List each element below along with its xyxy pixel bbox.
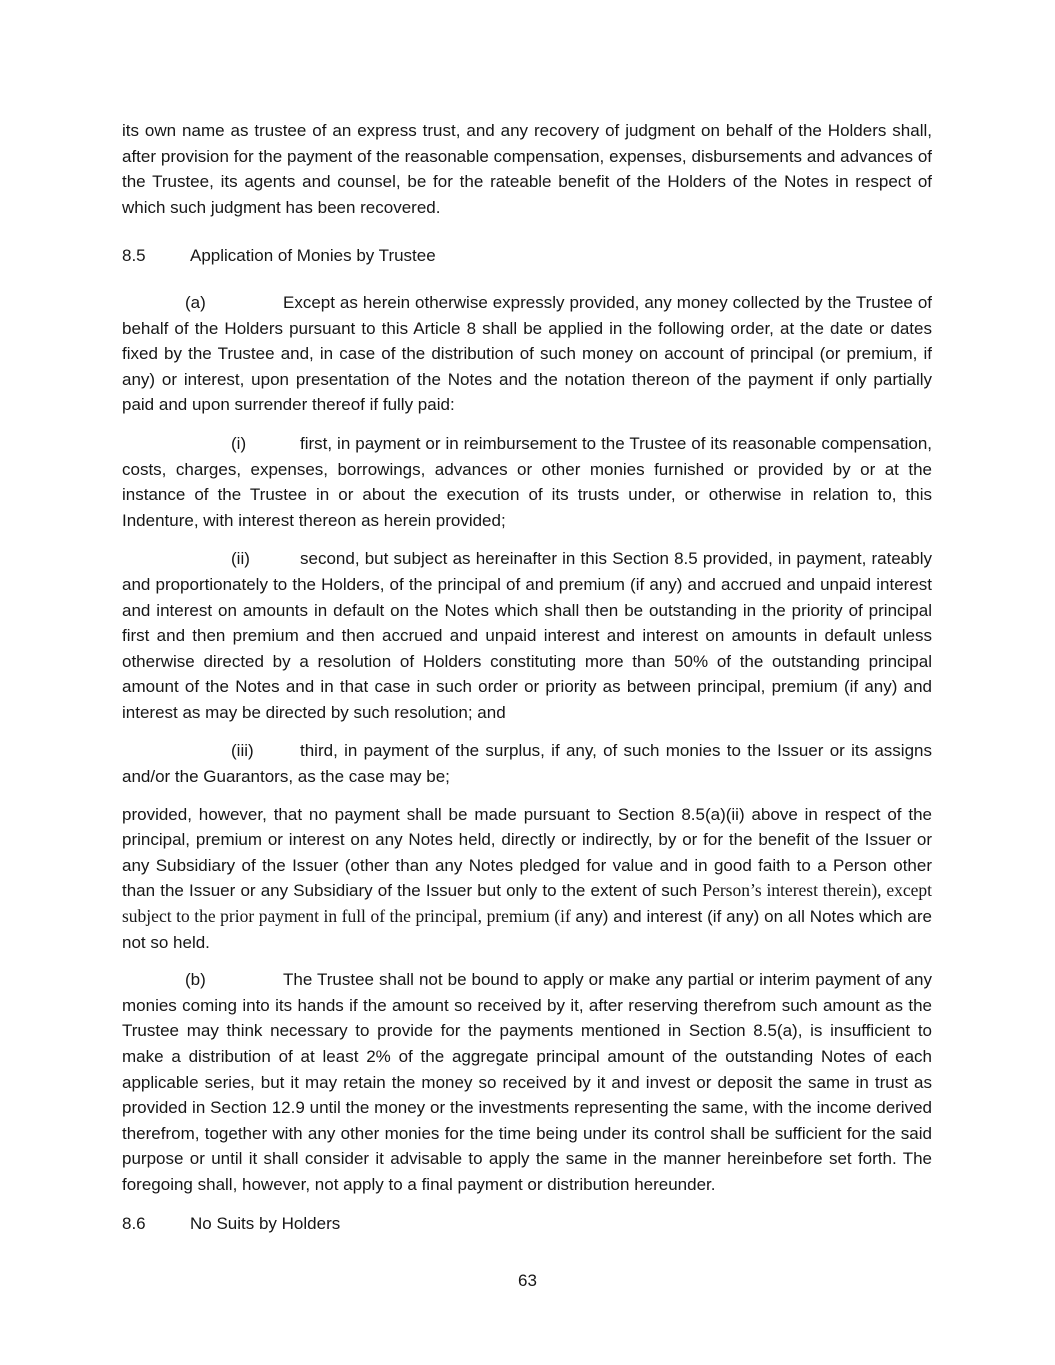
section-number: 8.6 [122, 1213, 146, 1233]
paragraph-text: The Trustee shall not be bound to apply or make any partial or interim payment of any monies coming into its hands if the amount so received by it, after reserving therefrom such amount as the Trustee may think necessary to provide for the payments mentioned in Section 8.5(a), is insufficient to make a distribution of at least 2% of the aggregate principal amount of the outstanding Notes of each applicable series, but it may retain the money so received by it and invest or deposit the same in trust as provided in Section 12.9 until the money or the investments representing the same, with the income derived therefrom, together with any other monies for the time being under its control shall be sufficient for the said purpose or until it shall consider it advisable to apply the same in the manner hereinbefore set forth. The foregoing shall, however, not apply to a final payment or distribution hereunder. [122, 970, 932, 1194]
section-title: No Suits by Holders [190, 1213, 341, 1233]
clause-iii [122, 738, 932, 789]
paragraph-b [122, 967, 932, 1197]
clause-text: third, in payment of the surplus, if any, of such monies to the Issuer or its assigns and/or the Guarantors, as the case may be; [122, 741, 932, 787]
section-number: 8.5 [122, 246, 146, 266]
paragraph-label: (b) [185, 970, 206, 990]
page-number: 63 [518, 1271, 537, 1290]
proviso-text-sans-end: any) and interest (if any) on all Notes which are not so held. [122, 907, 932, 952]
paragraph-text: Except as herein otherwise expressly provided, any money collected by the Trustee of behalf of the Holders pursuant to this Article 8 shall be applied in the following order, at the date or dates fixed by the Trustee and, in case of the distribution of such money on account of principal (or premium, if any) or interest, upon presentation of the Notes and the notation thereon of the payment if only partially paid and upon surrender thereof if fully paid: [122, 292, 932, 415]
clause-text: second, but subject as hereinafter in this Section 8.5 provided, in payment, rateably and proportionately to the Holders, of the principal of and premium (if any) and accrued and unpaid interest and interest on amounts in default on the Notes which shall then be outstanding in the priority of principal first and then premium and then accrued and unpaid interest and interest on amounts in default unless otherwise directed by a resolution of Holders constituting more than 50% of the outstanding principal amount of the Notes and in that case in such order or priority as between principal, premium (if any) and interest as may be directed by such resolution; and [122, 549, 932, 722]
intro-paragraph: its own name as trustee of an express trust, and any recovery of judgment on behalf of the Holders shall, after provision for the payment of the reasonable compensation, expenses, disbursements and advances of the Trustee, its agents and counsel, be for the rateable benefit of the Holders of the Notes in respect of which such judgment has been recovered. [122, 121, 932, 217]
paragraph-label: (a) [185, 292, 206, 312]
clause-i [122, 431, 932, 533]
section-title: Application of Monies by Trustee [190, 246, 436, 266]
section-heading-8-6 [122, 1211, 932, 1237]
clause-label: (iii) [231, 741, 254, 761]
proviso-paragraph [122, 802, 932, 956]
paragraph-a [122, 290, 932, 418]
clause-text: first, in payment or in reimbursement to the Trustee of its reasonable compensation, costs, charges, expenses, borrowings, advances or other monies furnished or provided by or at the instance of the Trustee in or about the execution of its trusts under, or otherwise in relation to, this Indenture, with interest thereon as herein provided; [122, 433, 932, 530]
clause-ii [122, 546, 932, 725]
proviso-text-serif: Person’s interest therein), except subject to the prior payment in full of the principal, premium (if [122, 880, 933, 927]
section-heading-8-5 [122, 243, 932, 269]
proviso-text-sans-start: provided, however, that no payment shall be made pursuant to Section 8.5(a)(ii) above in respect of the principal, premium or interest on any Notes held, directly or indirectly, by or for the benefit of the Issuer or any Subsidiary of the Issuer (other than any Notes pledged for value and in good faith to a Person other than the Issuer or any Subsidiary of the Issuer but only to the extent of such [122, 804, 932, 901]
clause-label: (ii) [231, 549, 250, 569]
clause-label: (i) [231, 433, 247, 453]
document-body [122, 118, 932, 1257]
